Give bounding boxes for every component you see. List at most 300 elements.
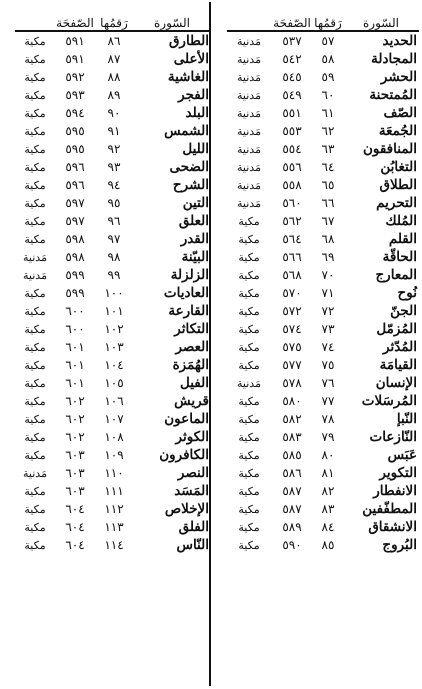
table-row [227, 428, 419, 446]
surah-name: القلم [388, 231, 417, 247]
revelation-type: مَدنية [237, 196, 261, 210]
page-number: ٥٩٤ [65, 106, 85, 120]
surah-number: ٩٥ [107, 196, 121, 210]
table-row [227, 122, 419, 140]
surah-number: ١٠٣ [104, 340, 124, 354]
page-number: ٥٦٠ [282, 196, 302, 210]
table-header [227, 4, 419, 31]
surah-number: ٦٧ [321, 214, 335, 228]
surah-name: المُرسَلات [361, 393, 417, 409]
surah-name: الحديد [382, 33, 417, 49]
page-column-header: الصّفحَة [273, 16, 311, 30]
surah-name: البلد [185, 105, 209, 121]
table-row [15, 410, 211, 428]
table-row [15, 536, 211, 554]
table-row [15, 140, 211, 158]
page-number: ٦٠٢ [65, 430, 85, 444]
surah-number: ٦٣ [321, 142, 335, 156]
page-number: ٥٩١ [65, 34, 85, 48]
surah-name: النّبإ [396, 411, 417, 427]
surah-number: ٧٢ [321, 304, 335, 318]
surah-number: ٩٢ [107, 142, 121, 156]
surah-name: المُدّثر [383, 339, 417, 355]
surah-number: ٧٨ [321, 412, 335, 426]
page-number: ٥٨٧ [282, 502, 302, 516]
surah-name: القارعة [168, 303, 209, 319]
revelation-type: مكية [238, 214, 260, 228]
table-row [227, 500, 419, 518]
surah-name: العلق [178, 213, 209, 229]
revelation-type: مَدنية [23, 250, 47, 264]
table-row [227, 518, 419, 536]
table-row [227, 446, 419, 464]
surah-name: العاديات [163, 285, 209, 301]
revelation-type: مكية [238, 430, 260, 444]
revelation-type: مكية [24, 214, 46, 228]
revelation-type: مكية [24, 196, 46, 210]
surah-number: ٨٠ [321, 448, 335, 462]
surah-name: الانشقاق [368, 519, 417, 535]
page-number: ٥٩٦ [65, 178, 85, 192]
table-row [15, 428, 211, 446]
surah-name: المعارج [375, 267, 417, 283]
table-row [227, 410, 419, 428]
surah-number: ٦٠ [321, 88, 335, 102]
page-number: ٥٩١ [65, 52, 85, 66]
surah-name: قريش [174, 393, 209, 409]
table-row [227, 302, 419, 320]
table-row [15, 86, 211, 104]
revelation-type: مكية [238, 412, 260, 426]
number-column-header: رَقمُها [100, 16, 128, 30]
page-number: ٥٧٢ [282, 304, 302, 318]
revelation-type: مكية [238, 232, 260, 246]
revelation-type: مكية [238, 340, 260, 354]
type-column-header [15, 4, 55, 31]
page-number: ٥٩٩ [65, 268, 85, 282]
table-row [227, 50, 419, 68]
table-row [15, 212, 211, 230]
revelation-type: مكية [24, 88, 46, 102]
surah-name: الغاشية [167, 69, 209, 85]
revelation-type: مكية [24, 484, 46, 498]
revelation-type: مكية [24, 394, 46, 408]
table-row [227, 140, 419, 158]
page-number: ٥٩٧ [65, 196, 85, 210]
revelation-type: مكية [24, 376, 46, 390]
page-number: ٥٥٦ [282, 160, 302, 174]
surah-number: ٦٤ [321, 160, 335, 174]
revelation-type: مكية [238, 322, 260, 336]
surah-name: الانفطار [373, 483, 417, 499]
surah-name: الكوثر [175, 429, 209, 445]
page-number: ٦٠١ [65, 376, 85, 390]
surah-name: الفجر [178, 87, 209, 103]
page-number: ٥٧٠ [282, 286, 302, 300]
revelation-type: مكية [24, 178, 46, 192]
table-row [15, 194, 211, 212]
table-row [15, 482, 211, 500]
surah-number: ٩١ [107, 124, 121, 138]
surah-number: ٦٨ [321, 232, 335, 246]
table-row [15, 176, 211, 194]
revelation-type: مكية [238, 304, 260, 318]
revelation-type: مكية [238, 484, 260, 498]
page-number: ٥٨٧ [282, 484, 302, 498]
revelation-type: مَدنية [237, 142, 261, 156]
revelation-type: مكية [238, 502, 260, 516]
revelation-type: مَدنية [237, 160, 261, 174]
surah-name: الإنسان [375, 375, 417, 391]
page-number: ٥٩٥ [65, 124, 85, 138]
revelation-type: مكية [24, 430, 46, 444]
table-row [227, 212, 419, 230]
table-row [227, 86, 419, 104]
surah-name: الحاقّة [382, 249, 417, 265]
page-number: ٥٨٠ [282, 394, 302, 408]
revelation-type: مكية [24, 538, 46, 552]
surah-name: الفلق [178, 519, 209, 535]
page-number: ٥٩٩ [65, 286, 85, 300]
table-row [227, 464, 419, 482]
surah-name: الصّف [383, 105, 417, 121]
surah-name: المُزمّل [376, 321, 417, 337]
table-body [15, 31, 211, 554]
surah-number: ١٠١ [104, 304, 124, 318]
table-row [227, 356, 419, 374]
revelation-type: مكية [24, 34, 46, 48]
revelation-type: مكية [24, 106, 46, 120]
surah-number: ٩٨ [107, 250, 121, 264]
table-row [227, 104, 419, 122]
surah-name: المُلك [385, 213, 417, 229]
surah-name: الجنّ [390, 303, 417, 319]
page-number: ٦٠٣ [65, 466, 85, 480]
surah-name: الزلزلة [170, 267, 209, 283]
page-number: ٥٧٥ [282, 340, 302, 354]
revelation-type: مكية [238, 394, 260, 408]
surah-number: ١٠٤ [104, 358, 124, 372]
page-number: ٥٥٨ [282, 178, 302, 192]
revelation-type: مكية [24, 70, 46, 84]
page-number: ٥٥١ [282, 106, 302, 120]
surah-name: النّازعات [369, 429, 417, 445]
table-row [15, 50, 211, 68]
table-row [15, 31, 211, 50]
surah-number: ٨٧ [107, 52, 121, 66]
surah-number: ٩٤ [107, 178, 121, 192]
surah-name: الإخلاص [164, 501, 209, 517]
surah-table-left [3, 4, 211, 554]
surah-number: ٥٧ [321, 34, 335, 48]
table-row [15, 104, 211, 122]
table-row [15, 464, 211, 482]
surah-name: الشرح [172, 177, 209, 193]
page-number: ٥٩٦ [65, 160, 85, 174]
surah-number: ٦٥ [321, 178, 335, 192]
revelation-type: مكية [238, 286, 260, 300]
page-number: ٥٥٤ [282, 142, 302, 156]
table-row [15, 248, 211, 266]
surah-name: التكاثر [174, 321, 209, 337]
revelation-type: مكية [24, 502, 46, 516]
revelation-type: مكية [24, 358, 46, 372]
page-number: ٥٧٤ [282, 322, 302, 336]
surah-name: الطلاق [379, 177, 417, 193]
table-row [15, 320, 211, 338]
revelation-type: مكية [24, 142, 46, 156]
page-number: ٥٩٢ [65, 70, 85, 84]
table-row [227, 320, 419, 338]
table-header [15, 4, 211, 31]
revelation-type: مكية [238, 250, 260, 264]
table-row [227, 248, 419, 266]
page-number: ٥٧٨ [282, 376, 302, 390]
surah-name: الليل [182, 141, 209, 157]
surah-name: الحشر [380, 69, 417, 85]
surah-number: ٦١ [321, 106, 335, 120]
page-column-header: الصّفحَة [56, 16, 94, 30]
surah-number: ١٠٠ [104, 286, 124, 300]
surah-number: ٦٦ [321, 196, 335, 210]
table-row [227, 338, 419, 356]
page-number: ٥٨٣ [282, 430, 302, 444]
surah-number: ٨٣ [321, 502, 335, 516]
surah-number: ١٠٢ [104, 322, 124, 336]
surah-name: الهُمَزة [172, 357, 209, 373]
table-row [15, 302, 211, 320]
surah-number: ٧٧ [321, 394, 335, 408]
page-number: ٦٠٤ [65, 502, 85, 516]
surah-name: المطفّفين [362, 501, 417, 517]
page-number: ٦٠٠ [65, 322, 85, 336]
surah-name: التين [182, 195, 209, 211]
revelation-type: مكية [24, 124, 46, 138]
revelation-type: مكية [238, 358, 260, 372]
page-number: ٥٤٢ [282, 52, 302, 66]
surah-number: ٥٩ [321, 70, 335, 84]
revelation-type: مكية [24, 232, 46, 246]
revelation-type: مَدنية [237, 70, 261, 84]
table-row [15, 266, 211, 284]
page-number: ٥٩٨ [65, 250, 85, 264]
page-number: ٥٤٩ [282, 88, 302, 102]
table-row [227, 194, 419, 212]
surah-name: عَبَس [387, 447, 417, 463]
page-number: ٥٩٧ [65, 214, 85, 228]
table-body [227, 31, 419, 554]
surah-name: البيّنة [181, 249, 209, 265]
surah-column-header: السّورة [363, 16, 399, 30]
surah-name: الشمس [164, 123, 209, 139]
surah-name: المنافقون [362, 141, 417, 157]
page-number: ٦٠١ [65, 358, 85, 372]
revelation-type: مَدنية [23, 466, 47, 480]
table-row [227, 158, 419, 176]
page-number: ٥٦٢ [282, 214, 302, 228]
surah-number: ٦٩ [321, 250, 335, 264]
revelation-type: مكية [24, 412, 46, 426]
surah-number: ١٠٥ [104, 376, 124, 390]
page-number: ٦٠٣ [65, 448, 85, 462]
table-row [15, 158, 211, 176]
surah-number: ٧١ [321, 286, 335, 300]
surah-column-header: السّورة [154, 16, 190, 30]
page-number: ٥٣٧ [282, 34, 302, 48]
surah-number: ١١٣ [104, 520, 124, 534]
revelation-type: مكية [238, 448, 260, 462]
revelation-type: مكية [24, 322, 46, 336]
revelation-type: مكية [24, 340, 46, 354]
revelation-type: مكية [24, 304, 46, 318]
revelation-type: مَدنية [23, 268, 47, 282]
surah-name: نُوح [397, 285, 417, 301]
surah-name: التحريم [376, 195, 417, 211]
table-row [227, 68, 419, 86]
surah-name: الجُمعَة [378, 123, 417, 139]
surah-number: ٩٩ [107, 268, 121, 282]
table-row [227, 266, 419, 284]
revelation-type: مَدنية [237, 88, 261, 102]
surah-number: ٨٨ [107, 70, 121, 84]
page-number: ٥٤٥ [282, 70, 302, 84]
surah-name: النّاس [176, 537, 209, 553]
page-number: ٦٠٣ [65, 484, 85, 498]
surah-number: ١٠٩ [104, 448, 124, 462]
page-number: ٦٠٠ [65, 304, 85, 318]
revelation-type: مكية [238, 520, 260, 534]
surah-number: ١٠٧ [104, 412, 124, 426]
number-column-header: رَقمُها [314, 16, 342, 30]
page-number: ٥٩٥ [65, 142, 85, 156]
surah-name: الكافرون [159, 447, 209, 463]
revelation-type: مكية [24, 448, 46, 462]
surah-number: ٨٦ [107, 34, 121, 48]
surah-number: ٥٨ [321, 52, 335, 66]
page-number: ٦٠٢ [65, 394, 85, 408]
revelation-type: مكية [24, 160, 46, 174]
table-row [227, 536, 419, 554]
surah-name: المُمتحنة [369, 87, 417, 103]
surah-number: ٨٥ [321, 538, 335, 552]
surah-name: الأعلى [173, 51, 209, 67]
surah-name: الفيل [180, 375, 209, 391]
surah-name: المَسَد [174, 483, 209, 499]
surah-number: ٩٣ [107, 160, 121, 174]
surah-number: ٧٥ [321, 358, 335, 372]
surah-number: ٦٢ [321, 124, 335, 138]
page-number: ٥٨٩ [282, 520, 302, 534]
surah-table [15, 4, 211, 554]
table-row [227, 284, 419, 302]
table-row [15, 284, 211, 302]
surah-number: ٧٦ [321, 376, 335, 390]
page-number: ٥٦٦ [282, 250, 302, 264]
surah-name: البُروج [382, 537, 417, 553]
page-number: ٦٠٢ [65, 412, 85, 426]
surah-name: المجادلة [371, 51, 417, 67]
revelation-type: مَدنية [237, 178, 261, 192]
surah-number: ٩٧ [107, 232, 121, 246]
table-row [227, 176, 419, 194]
surah-table [227, 4, 419, 554]
surah-name: التكوير [379, 465, 417, 481]
surah-number: ١٠٨ [104, 430, 124, 444]
surah-number: ٧٤ [321, 340, 335, 354]
table-row [15, 230, 211, 248]
table-row [15, 122, 211, 140]
surah-number: ١١١ [104, 484, 124, 498]
surah-number: ١٠٦ [104, 394, 124, 408]
page-number: ٥٩٨ [65, 232, 85, 246]
surah-number: ٩٠ [107, 106, 121, 120]
table-row [15, 374, 211, 392]
surah-number: ٨٢ [321, 484, 335, 498]
revelation-type: مَدنية [237, 376, 261, 390]
table-row [15, 356, 211, 374]
surah-name: الطارق [168, 33, 209, 49]
surah-name: الضحى [169, 159, 209, 175]
surah-number: ٧٠ [321, 268, 335, 282]
table-row [227, 31, 419, 50]
page-number: ٦٠١ [65, 340, 85, 354]
revelation-type: مكية [24, 52, 46, 66]
revelation-type: مكية [238, 268, 260, 282]
table-row [227, 374, 419, 392]
surah-name: القيامَة [379, 357, 417, 373]
surah-number: ٧٣ [321, 322, 335, 336]
surah-table-right [214, 4, 419, 554]
surah-name: القدر [180, 231, 209, 247]
table-row [227, 230, 419, 248]
revelation-type: مكية [238, 538, 260, 552]
surah-number: ٨٩ [107, 88, 121, 102]
surah-number: ٩٦ [107, 214, 121, 228]
surah-number: ٧٩ [321, 430, 335, 444]
page-number: ٦٠٤ [65, 538, 85, 552]
page-number: ٥٩٣ [65, 88, 85, 102]
surah-number: ١١٠ [104, 466, 124, 480]
page-number: ٥٩٠ [282, 538, 302, 552]
table-row [15, 68, 211, 86]
surah-name: التغابُن [380, 159, 417, 175]
surah-number: ٨٤ [321, 520, 335, 534]
surah-name: العصر [175, 339, 209, 355]
revelation-type: مَدنية [237, 124, 261, 138]
revelation-type: مَدنية [237, 106, 261, 120]
revelation-type: مَدنية [237, 52, 261, 66]
table-row [15, 338, 211, 356]
table-row [15, 500, 211, 518]
table-row [227, 392, 419, 410]
page-number: ٥٨٢ [282, 412, 302, 426]
page-number: ٥٨٥ [282, 448, 302, 462]
surah-number: ٨١ [321, 466, 335, 480]
page-number: ٥٥٣ [282, 124, 302, 138]
revelation-type: مكية [24, 520, 46, 534]
surah-name: النصر [177, 465, 209, 481]
page-number: ٥٨٦ [282, 466, 302, 480]
surah-name: الماعون [164, 411, 209, 427]
table-row [15, 518, 211, 536]
table-row [15, 446, 211, 464]
revelation-type: مَدنية [237, 34, 261, 48]
page-number: ٥٧٧ [282, 358, 302, 372]
page-number: ٦٠٤ [65, 520, 85, 534]
surah-number: ١١٤ [104, 538, 124, 552]
table-row [15, 392, 211, 410]
type-column-header [227, 4, 271, 31]
